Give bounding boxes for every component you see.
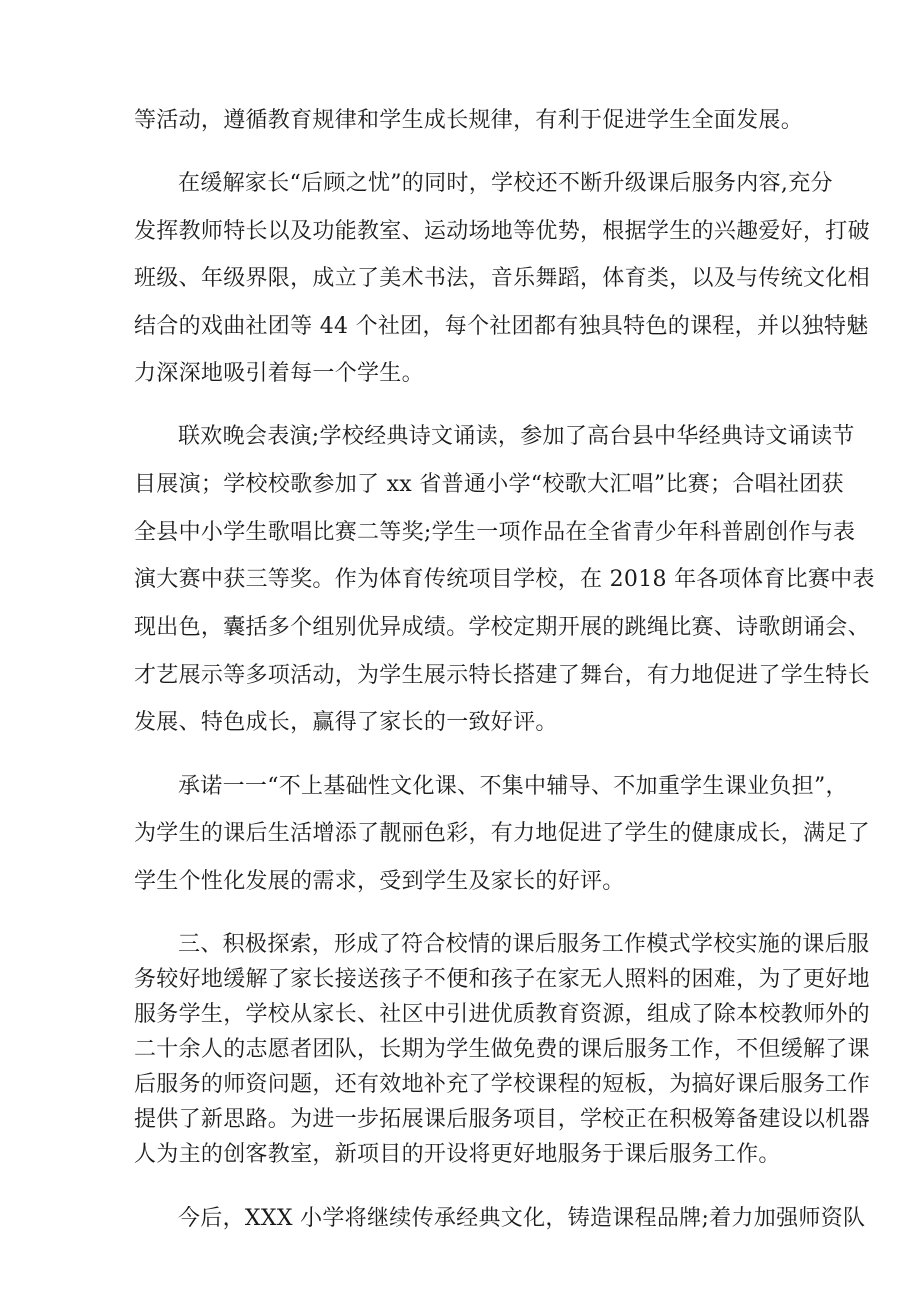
text-line: 务较好地缓解了家长接送孩子不便和孩子在家无人照料的困难，为了更好地 <box>134 967 870 992</box>
text-line: 全县中小学生歌唱比赛二等奖;学生一项作品在全省青少年科普剧创作与表 <box>134 520 856 545</box>
text-line: 结合的戏曲社团等 44 个社团，每个社团都有独具特色的课程，并以独特魅 <box>134 314 869 339</box>
text-line: 人为主的创客教室，新项目的开设将更好地服务于课后服务工作。 <box>134 1142 781 1167</box>
text-line: 提供了新思路。为进一步拓展课后服务项目，学校正在积极筹备建设以机器 <box>134 1107 870 1132</box>
text-line: 承诺一一“不上基础性文化课、不集中辅导、不加重学生课业负担”， <box>178 774 848 799</box>
text-line: 联欢晚会表演;学校经典诗文诵读，参加了高台县中华经典诗文诵读节 <box>178 424 855 449</box>
text-line: 发展、特色成长，赢得了家长的一致好评。 <box>134 710 558 735</box>
text-line: 发挥教师特长以及功能教室、运动场地等优势，根据学生的兴趣爱好，打破 <box>134 219 870 244</box>
text-line: 现出色，囊括多个组别优异成绩。学校定期开展的跳绳比赛、诗歌朗诵会、 <box>134 615 870 640</box>
text-line: 在缓解家长“后顾之忧”的同时，学校还不断升级课后服务内容,充分 <box>178 171 833 196</box>
text-line: 二十余人的志愿者团队，长期为学生做免费的课后服务工作，不但缓解了课 <box>134 1037 870 1062</box>
text-line: 今后，XXX 小学将继续传承经典文化，铸造课程品牌;着力加强师资队 <box>178 1206 866 1231</box>
text-line: 目展演；学校校歌参加了 xx 省普通小学“校歌大汇唱”比赛；合唱社团获 <box>134 472 844 497</box>
text-line: 服务学生，学校从家长、社区中引进优质教育资源，组成了除本校教师外的 <box>134 1002 870 1027</box>
text-line: 等活动，遵循教育规律和学生成长规律，有利于促进学生全面发展。 <box>134 108 804 133</box>
text-line: 力深深地吸引着每一个学生。 <box>134 361 424 386</box>
text-line: 演大赛中获三等奖。作为体育传统项目学校，在 2018 年各项体育比赛中表 <box>134 567 875 592</box>
text-line: 后服务的师资问题，还有效地补充了学校课程的短板，为搞好课后服务工作 <box>134 1072 870 1097</box>
text-line: 才艺展示等多项活动，为学生展示特长搭建了舞台，有力地促进了学生特长 <box>134 663 870 688</box>
text-line: 学生个性化发展的需求，受到学生及家长的好评。 <box>134 869 625 894</box>
text-line: 三、积极探索，形成了符合校情的课后服务工作模式学校实施的课后服 <box>178 932 870 957</box>
text-line: 为学生的课后生活增添了靓丽色彩，有力地促进了学生的健康成长，满足了 <box>134 821 870 846</box>
text-line: 班级、年级界限，成立了美术书法，音乐舞蹈，体育类，以及与传统文化相 <box>134 266 870 291</box>
